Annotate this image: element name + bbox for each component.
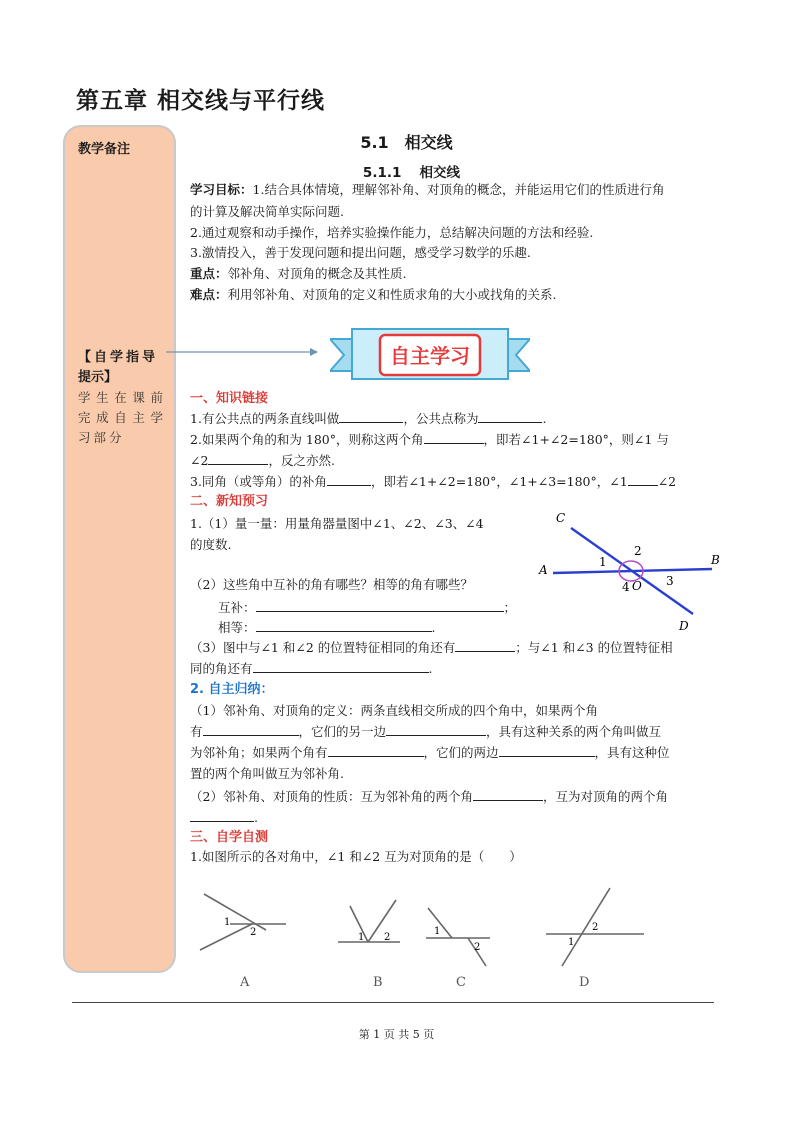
part2-q3-text-a: （3）图中与∠1 和∠2 的位置特征相同的角还有 bbox=[190, 640, 456, 655]
answer-blank bbox=[455, 637, 515, 652]
part1-q3-text-a: 3.同角（或等角）的补角 bbox=[190, 474, 327, 489]
label-o: O bbox=[632, 579, 642, 593]
difficulty-label: 难点： bbox=[190, 287, 228, 302]
part2-q2: （2）这些角中互补的角有哪些？相等的角有哪些？ bbox=[190, 577, 473, 592]
part3-l2-text-a: 有 bbox=[190, 724, 203, 739]
part3-l4: 置的两个角叫做互为邻补角. bbox=[190, 766, 344, 781]
option-c-angle-1: 1 bbox=[434, 926, 441, 937]
part3-l6-text: . bbox=[254, 810, 258, 825]
part1-q3 bbox=[190, 471, 720, 493]
part1-q1-text-a: 1.有公共点的两条直线叫做 bbox=[190, 411, 340, 426]
label-c: C bbox=[556, 512, 566, 525]
part2-q3 bbox=[190, 637, 720, 659]
label-b: B bbox=[711, 553, 720, 567]
part1-q3-text-b: ，即若∠1+∠2=180°，∠1+∠3=180°，∠1 bbox=[370, 474, 628, 489]
answer-blank bbox=[473, 786, 543, 801]
section-title: 5.1 相交线 bbox=[360, 133, 453, 152]
arrow-head-icon bbox=[310, 348, 318, 356]
key-text: 邻补角、对顶角的概念及其性质. bbox=[227, 266, 407, 281]
part1-q2-text-d: ，反之亦然. bbox=[268, 453, 335, 468]
guide-title-1: 【自学指导 bbox=[78, 350, 159, 365]
answer-blank bbox=[256, 597, 504, 612]
part3-l5-text-a: （2）邻补角、对顶角的性质：互为邻补角的两个角 bbox=[190, 789, 473, 804]
part1-q1-text-c: . bbox=[542, 411, 547, 426]
option-b-angle-1: 1 bbox=[358, 932, 365, 943]
answer-blank bbox=[253, 658, 429, 673]
footer-divider bbox=[72, 1002, 714, 1003]
option-b-figure bbox=[338, 900, 400, 942]
option-a-angle-1: 1 bbox=[224, 917, 231, 928]
self-study-banner bbox=[330, 325, 530, 385]
goals-label: 学习目标： bbox=[190, 182, 253, 197]
answer-blank bbox=[386, 721, 486, 736]
part3-l3-text-b: ，它们的两边 bbox=[423, 745, 499, 760]
part3-l3-text-c: ，具有这种位 bbox=[594, 745, 670, 760]
guide-text: 学生在课前完成自主学习部分 bbox=[78, 390, 166, 445]
part2-q1b: 的度数. bbox=[190, 537, 232, 552]
part4-title: 三、自学自测 bbox=[190, 830, 269, 845]
part2-title: 二、新知预习 bbox=[190, 494, 269, 509]
option-a-angle-2: 2 bbox=[250, 927, 257, 938]
intersecting-lines-figure bbox=[535, 512, 725, 637]
angle-label-2: 2 bbox=[634, 544, 642, 558]
difficulty-line bbox=[190, 284, 720, 306]
option-d-label: D bbox=[579, 975, 590, 990]
label-d: D bbox=[679, 619, 689, 633]
answer-blank bbox=[424, 429, 484, 444]
part3-l6 bbox=[190, 807, 720, 829]
answer-blank bbox=[339, 408, 403, 423]
part1-q2-text-b: ，即若∠1+∠2=180°，则∠1 与 bbox=[483, 432, 669, 447]
part2-q1a: 1.（1）量一量：用量角器量图中∠1、∠2、∠3、∠4 bbox=[190, 516, 484, 531]
option-c-figure bbox=[426, 908, 490, 966]
page-footer: 第 1 页 共 5 页 bbox=[358, 1028, 435, 1041]
answer-blank bbox=[203, 721, 299, 736]
angle-label-1: 1 bbox=[599, 555, 607, 569]
part1-title: 一、知识链接 bbox=[190, 391, 269, 406]
hubu-label: 互补： bbox=[218, 600, 256, 615]
part2-q3-text-b: ；与∠1 和∠3 的位置特征相 bbox=[515, 640, 673, 655]
goals-line2: 2.通过观察和动手操作，培养实验操作能力，总结解决问题的方法和经验. bbox=[190, 225, 594, 240]
option-c-label: C bbox=[456, 975, 466, 990]
chapter-title: 第五章 相交线与平行线 bbox=[76, 88, 326, 114]
part1-q2-text-a: 2.如果两个角的和为 180°，则称这两个角 bbox=[190, 432, 424, 447]
part1-q2-text-c: ∠2 bbox=[190, 453, 209, 468]
xiangdeng-label: 相等： bbox=[218, 620, 256, 635]
sidebar-notes-panel bbox=[63, 125, 176, 973]
goals-text-1a: 1.结合具体情境，理解邻补角、对顶角的概念，并能运用它们的性质进行角 bbox=[252, 182, 665, 197]
part1-q1-text-b: ，公共点称为 bbox=[403, 411, 479, 426]
part3-l3 bbox=[190, 742, 720, 764]
option-c-angle-2: 2 bbox=[474, 942, 481, 953]
answer-blank bbox=[208, 450, 268, 465]
subsection-title: 5.1.1 相交线 bbox=[362, 165, 461, 181]
part4-q1: 1.如图所示的各对角中，∠1 和∠2 互为对顶角的是（ ） bbox=[190, 849, 522, 864]
part3-l2-text-c: ，具有这种关系的两个角叫做互 bbox=[486, 724, 662, 739]
answer-blank bbox=[478, 408, 542, 423]
arrow-connector bbox=[160, 345, 320, 359]
part3-l5-text-b: ，互为对顶角的两个角 bbox=[542, 789, 668, 804]
angle-label-3: 3 bbox=[666, 574, 674, 588]
part3-l1: （1）邻补角、对顶角的定义：两条直线相交所成的四个角中，如果两个角 bbox=[190, 703, 598, 718]
answer-blank bbox=[256, 617, 432, 632]
label-a: A bbox=[539, 563, 548, 577]
answer-blank bbox=[327, 471, 371, 486]
guide-title-2: 提示】 bbox=[78, 370, 118, 385]
option-b-label: B bbox=[373, 975, 383, 990]
part3-l2-text-b: ，它们的另一边 bbox=[298, 724, 387, 739]
option-d-angle-2: 2 bbox=[592, 922, 599, 933]
part3-l3-text-a: 为邻补角；如果两个角有 bbox=[190, 745, 328, 760]
goals-line3: 3.激情投入，善于发现问题和提出问题，感受学习数学的乐趣. bbox=[190, 245, 531, 260]
part3-title: 2. 自主归纳： bbox=[190, 682, 274, 697]
answer-blank bbox=[190, 807, 254, 822]
banner-text: 自主学习 bbox=[390, 344, 470, 368]
part3-l5 bbox=[190, 786, 720, 808]
goals-line1 bbox=[190, 179, 720, 201]
part2-q3-text-d: . bbox=[428, 661, 433, 676]
goals-line1b: 的计算及解决简单实际问题. bbox=[190, 204, 344, 219]
answer-blank bbox=[628, 471, 658, 486]
sidebar-header: 教学备注 bbox=[78, 142, 131, 157]
angle-label-4: 4 bbox=[622, 580, 630, 594]
key-label: 重点： bbox=[190, 266, 228, 281]
option-d-angle-1: 1 bbox=[568, 937, 575, 948]
option-b-angle-2: 2 bbox=[384, 932, 391, 943]
angle-options-figure bbox=[190, 880, 660, 992]
hubu-colon: ； bbox=[503, 600, 517, 615]
answer-blank bbox=[499, 742, 595, 757]
option-a-label: A bbox=[240, 975, 250, 990]
part1-q1 bbox=[190, 408, 720, 430]
part2-q3-text-c: 同的角还有 bbox=[190, 661, 253, 676]
part1-q2 bbox=[190, 429, 720, 451]
key-line bbox=[190, 263, 720, 285]
part1-q2-cont bbox=[190, 450, 720, 472]
part2-q3-cont bbox=[190, 658, 720, 680]
part1-q3-text-c: ∠2 bbox=[657, 474, 677, 489]
difficulty-text: 利用邻补角、对顶角的定义和性质求角的大小或找角的关系. bbox=[227, 287, 557, 302]
option-a-figure bbox=[200, 894, 286, 950]
part3-l2 bbox=[190, 721, 720, 743]
answer-blank bbox=[328, 742, 424, 757]
xiangdeng-period: . bbox=[431, 620, 436, 635]
